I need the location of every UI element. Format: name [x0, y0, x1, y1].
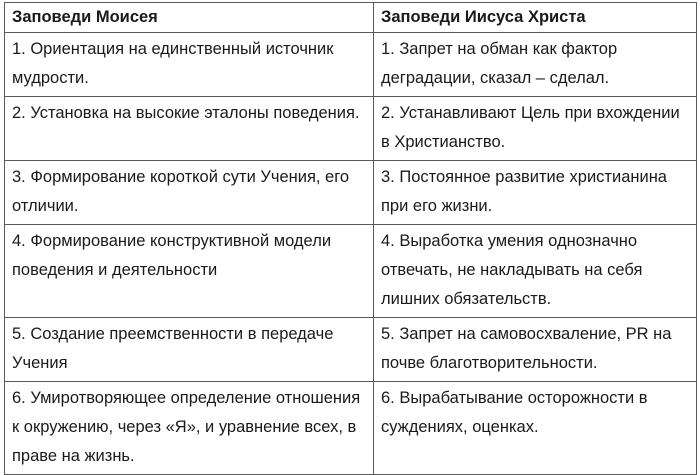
moses-commandment-4: [5, 225, 374, 318]
table-row: [5, 97, 697, 161]
cell-text: 6. Вырабатывание осторожности в суждениях, оценках.: [381, 389, 648, 436]
moses-commandment-2: [5, 97, 374, 161]
header-moses-commandments: Заповеди Моисея: [5, 3, 374, 33]
jesus-commandment-1: [374, 33, 697, 97]
cell-text: 3. Постоянное развитие христианина при его жизни.: [381, 168, 667, 215]
cell-text: 1. Запрет на обман как фактор деградации, сказал – сделал.: [381, 40, 618, 87]
cell-text: 6. Умиротворяющее определение отношения к окружению, через «Я», и уравнение всех, в праве на жизнь.: [12, 389, 361, 465]
jesus-commandment-2: [374, 97, 697, 161]
header-jesus-commandments: Заповеди Иисуса Христа: [374, 3, 697, 33]
table-header-row: [5, 3, 697, 33]
jesus-commandment-6: [374, 382, 697, 475]
cell-text: 5. Запрет на самовосхваление, PR на почве благотворительности.: [381, 325, 672, 372]
table-row: [5, 225, 697, 318]
jesus-commandment-3: [374, 161, 697, 225]
table-row: [5, 318, 697, 382]
moses-commandment-5: [5, 318, 374, 382]
cell-text: 4. Формирование конструктивной модели поведения и деятельности: [12, 232, 332, 279]
moses-commandment-6: [5, 382, 374, 475]
commandments-comparison-table: [4, 2, 697, 475]
table-row: [5, 33, 697, 97]
cell-text: 3. Формирование короткой сути Учения, его отличии.: [12, 168, 350, 215]
cell-text: 4. Выработка умения однозначно отвечать, не накладывать на себя лишних обязательств.: [381, 232, 643, 308]
jesus-commandment-5: [374, 318, 697, 382]
cell-text: 5. Создание преемственности в передаче Учения: [12, 325, 334, 372]
cell-text: 1. Ориентация на единственный источник мудрости.: [12, 40, 334, 87]
table-row: [5, 382, 697, 475]
moses-commandment-3: [5, 161, 374, 225]
moses-commandment-1: [5, 33, 374, 97]
cell-text: 2. Установка на высокие эталоны поведения.: [12, 104, 360, 122]
table-row: [5, 161, 697, 225]
jesus-commandment-4: [374, 225, 697, 318]
cell-text: 2. Устанавливают Цель при вхождении в Христианство.: [381, 104, 680, 151]
